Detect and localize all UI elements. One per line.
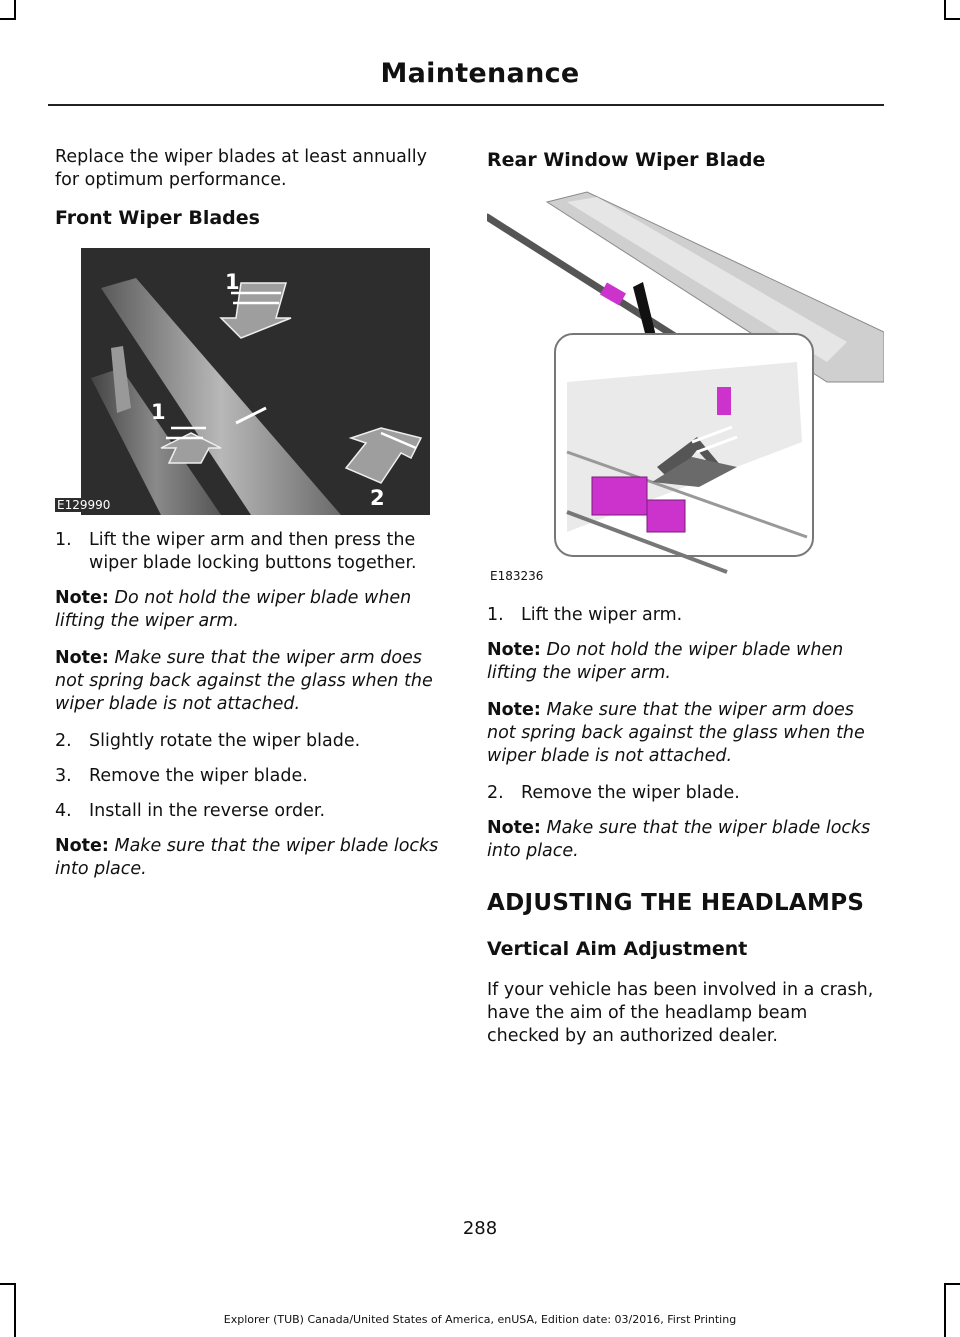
list-item: 1. Lift the wiper arm and then press the wiper blade locking buttons together. [55, 530, 417, 573]
intro-paragraph: Replace the wiper blades at least annually for optimum performance. [55, 147, 427, 190]
crop-mark [944, 18, 960, 20]
note: Note: Make sure that the wiper blade locks into place. [55, 836, 439, 879]
crop-mark [0, 1283, 16, 1285]
crop-mark [14, 1283, 16, 1337]
rear-wiper-heading: Rear Window Wiper Blade [487, 149, 766, 171]
header-divider [48, 104, 884, 106]
crop-mark [944, 0, 946, 20]
page-number: 288 [462, 1218, 498, 1239]
crop-mark [14, 0, 16, 20]
callout-2: 2 [370, 486, 385, 510]
footer-edition: Explorer (TUB) Canada/United States of America, enUSA, Edition date: 03/2016, First Printing [223, 1313, 737, 1326]
note: Note: Make sure that the wiper arm does not spring back against the glass when the wiper blade is not attached. [487, 700, 865, 766]
list-item: 3. Remove the wiper blade. [55, 766, 308, 786]
front-wiper-heading: Front Wiper Blades [55, 207, 260, 229]
list-item: 4. Install in the reverse order. [55, 801, 326, 821]
list-item: 1. Lift the wiper arm. [487, 605, 683, 625]
note: Note: Make sure that the wiper blade locks into place. [487, 818, 871, 861]
front-wiper-figure [57, 248, 430, 515]
list-item: 2. Remove the wiper blade. [487, 783, 740, 803]
callout-1-top: 1 [225, 270, 240, 294]
note: Note: Make sure that the wiper arm does not spring back against the glass when the wiper blade is not attached. [55, 648, 433, 714]
subsection-heading: Vertical Aim Adjustment [487, 938, 748, 960]
note: Note: Do not hold the wiper blade when lifting the wiper arm. [55, 588, 412, 631]
callout-1-bottom: 1 [151, 400, 166, 424]
right-column [487, 146, 879, 1062]
rear-wiper-figure [487, 182, 884, 592]
rear-wiper-illustration [487, 182, 884, 592]
note: Note: Do not hold the wiper blade when lifting the wiper arm. [487, 640, 844, 683]
section-heading: ADJUSTING THE HEADLAMPS [487, 890, 865, 916]
figure-code: E183236 [490, 569, 544, 583]
crop-mark [944, 1283, 960, 1285]
front-wiper-illustration [81, 248, 430, 515]
crop-mark [0, 18, 16, 20]
left-column [55, 146, 447, 895]
figure-code: E129990 [57, 498, 111, 512]
page-title: Maintenance [380, 58, 580, 89]
list-item: 2. Slightly rotate the wiper blade. [55, 731, 361, 751]
crop-mark [944, 1283, 946, 1337]
body-paragraph: If your vehicle has been involved in a crash, have the aim of the headlamp beam checked by an authorized dealer. [487, 980, 874, 1046]
